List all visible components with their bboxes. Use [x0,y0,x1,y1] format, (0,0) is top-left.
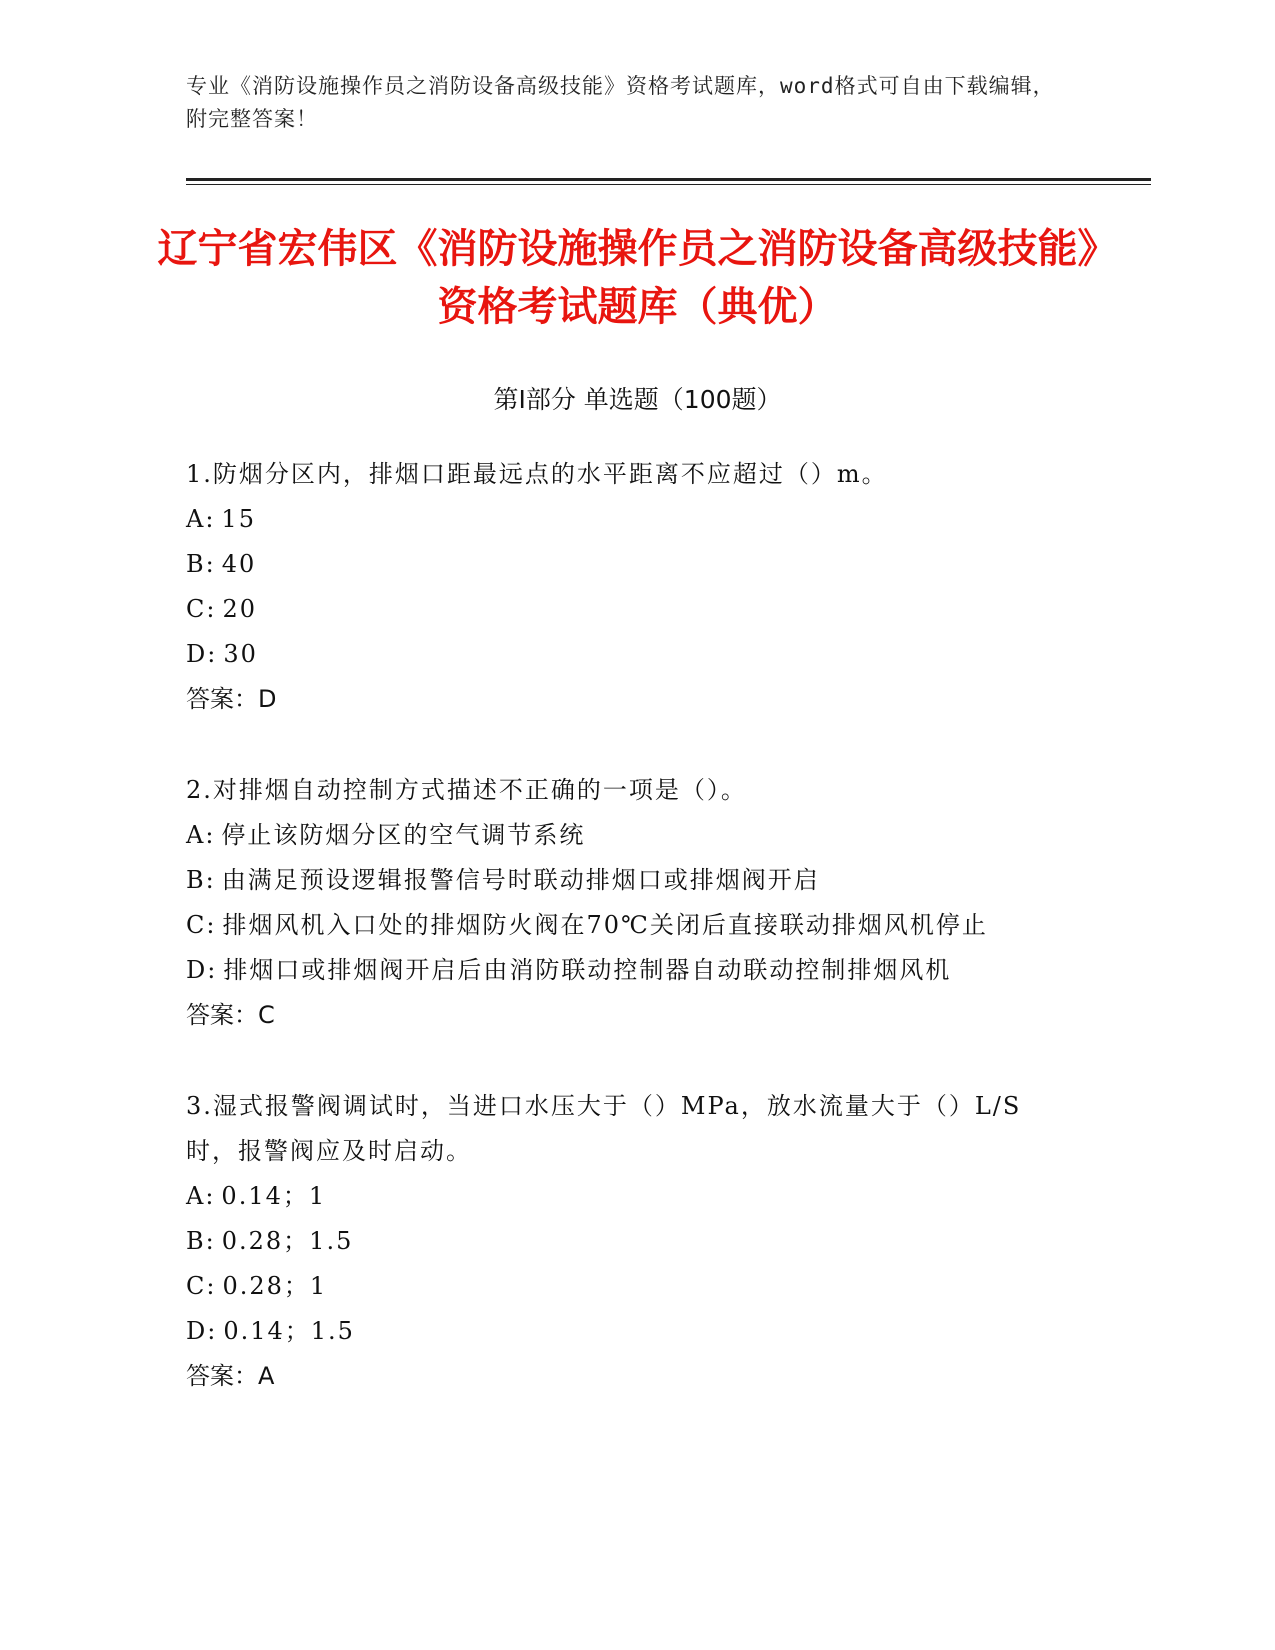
option-text: 40 [221,550,257,578]
option-letter: D: [186,1317,218,1345]
option-text: 由满足预设逻辑报警信号时联动排烟口或排烟阀开启 [221,866,820,894]
answer [186,677,1086,722]
option-letter: C: [186,595,217,623]
option-d [186,948,1086,993]
option-text: 30 [223,640,258,668]
answer-label: 答案： [186,1001,258,1029]
question-stem: 2.对排烟自动控制方式描述不正确的一项是（）。 [186,776,747,804]
option-d [186,1309,1026,1354]
option-text: 停止该防烟分区的空气调节系统 [221,821,586,849]
option-text: 排烟口或排烟阀开启后由消防联动控制器自动联动控制排烟风机 [223,956,952,984]
question-stem: 1.防烟分区内，排烟口距最远点的水平距离不应超过（）m。 [186,460,888,488]
option-letter: D: [186,640,218,668]
answer [186,993,1086,1038]
option-letter: A: [186,821,216,849]
option-text: 20 [222,595,257,623]
answer-label: 答案： [186,685,258,713]
option-text: 0.28；1.5 [221,1227,354,1255]
header-note: 专业《消防设施操作员之消防设备高级技能》资格考试题库，word格式可自由下载编辑，附完整答案！ [186,74,1055,131]
question-2 [186,768,1086,1038]
option-c [186,903,1086,948]
answer-label: 答案： [186,1362,258,1390]
option-text: 0.14；1 [221,1182,327,1210]
option-letter: C: [186,911,217,939]
answer-value: D [258,685,277,713]
option-letter: B: [186,1227,216,1255]
option-letter: C: [186,1272,217,1300]
header-divider-thin [186,184,1151,185]
option-letter: B: [186,866,216,894]
header-divider-thick [186,178,1151,181]
answer-value: C [258,1001,275,1029]
option-text: 0.14；1.5 [223,1317,355,1345]
option-a [186,813,1086,858]
option-text: 15 [221,505,256,533]
option-d [186,632,1086,677]
option-c [186,587,1086,632]
option-text: 排烟风机入口处的排烟防火阀在70℃关闭后直接联动排烟风机停止 [222,911,988,939]
option-a [186,497,1086,542]
answer [186,1354,1026,1399]
option-b [186,1219,1026,1264]
question-1 [186,452,1086,722]
option-letter: A: [186,505,216,533]
option-letter: A: [186,1182,216,1210]
option-letter: D: [186,956,218,984]
option-b [186,858,1086,903]
question-3 [186,1084,1026,1399]
question-stem: 3.湿式报警阀调试时，当进口水压大于（）MPa，放水流量大于（）L/S时，报警阀应及时启动。 [186,1092,1022,1165]
option-a [186,1174,1026,1219]
option-c [186,1264,1026,1309]
option-letter: B: [186,550,216,578]
answer-value: A [258,1362,275,1390]
section-heading: 第Ⅰ部分 单选题（100题） [493,385,782,414]
option-b [186,542,1086,587]
document-title: 辽宁省宏伟区《消防设施操作员之消防设备高级技能》资格考试题库（典优） [157,226,1118,330]
option-text: 0.28；1 [222,1272,328,1300]
